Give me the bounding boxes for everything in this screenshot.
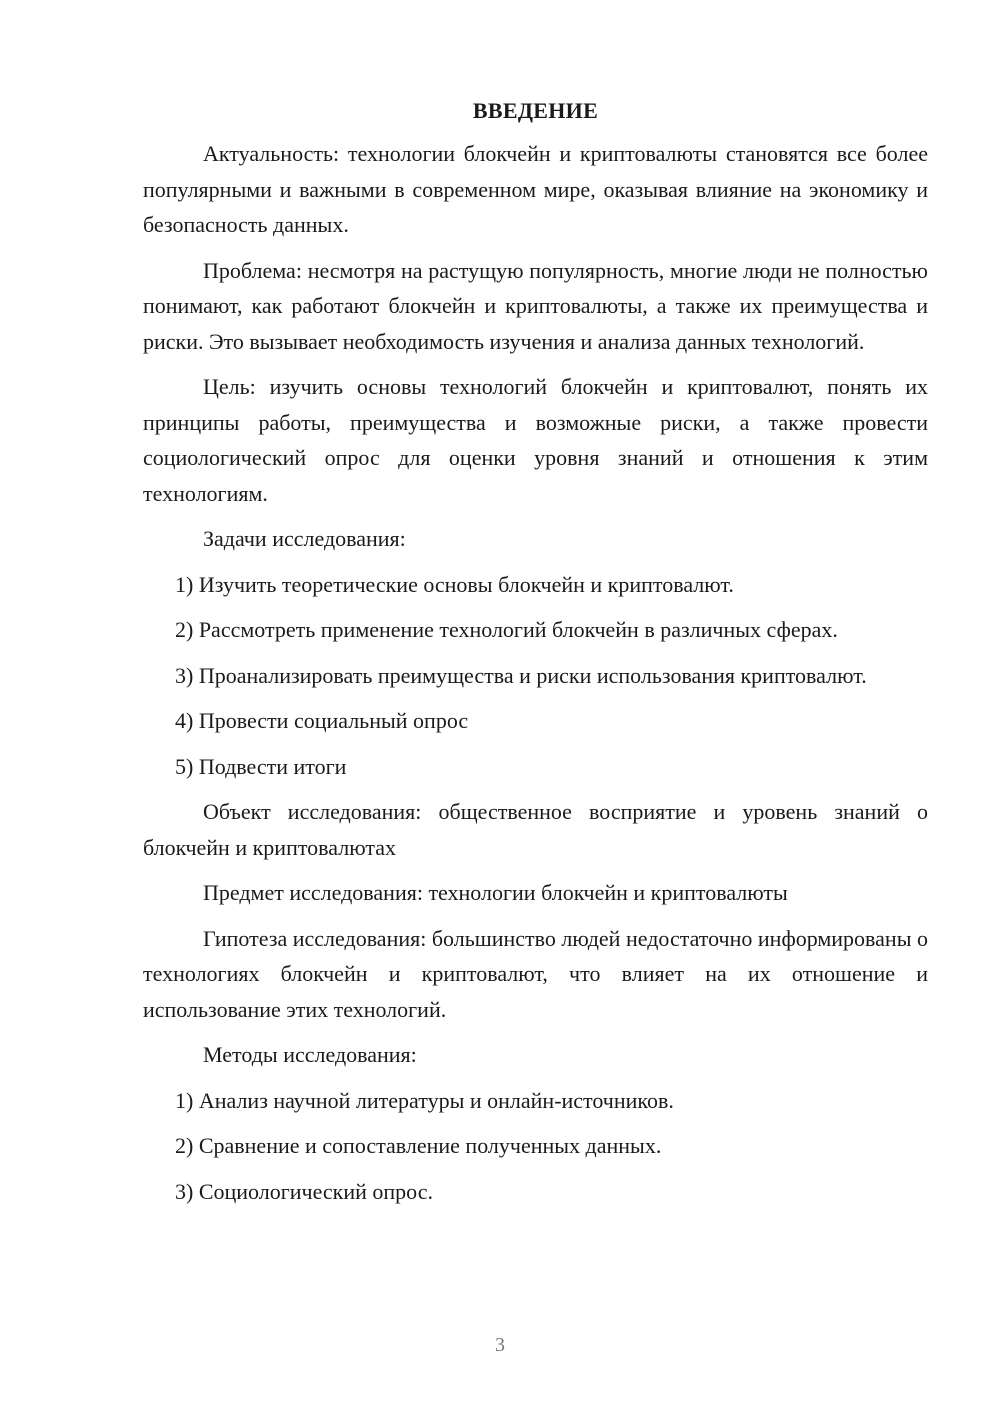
method-item-3: 3) Социологический опрос. — [175, 1178, 433, 1204]
method-item-1: 1) Анализ научной литературы и онлайн-источников. — [175, 1087, 674, 1113]
method-item-2: 2) Сравнение и сопоставление полученных данных. — [175, 1133, 662, 1158]
paragraph-subject: Предмет исследования: технологии блокчейн и криптовалюты — [203, 880, 788, 905]
task-item-1: 1) Изучить теоретические основы блокчейн и криптовалют. — [175, 571, 734, 597]
page-number: 3 — [495, 1334, 505, 1356]
task-item-3: 3) Проанализировать преимущества и риски использования криптовалют. — [175, 662, 867, 688]
task-item-4: 4) Провести социальный опрос — [175, 708, 469, 733]
paragraph-object: Объект исследования: общественное восприятие и уровень знаний о блокчейн и криптовалютах — [143, 799, 928, 860]
task-item-5: 5) Подвести итоги — [175, 753, 347, 779]
task-item-2: 2) Рассмотреть применение технологий блокчейн в различных сферах. — [175, 617, 838, 642]
paragraph-methods-heading: Методы исследования: — [203, 1042, 417, 1067]
section-title: ВВЕДЕНИЕ — [472, 98, 599, 123]
paragraph-relevance: Актуальность: технологии блокчейн и криптовалюты становятся все более популярными и важными в современном мире, оказывая влияние на экономику и безопасность данных. — [143, 141, 928, 237]
paragraph-problem: Проблема: несмотря на растущую популярность, многие люди не полностью понимают, как работают блокчейн и криптовалюты, а также их преимущества и риски. Это вызывает необходимость изучения и анализа данных технологий. — [143, 257, 928, 354]
paragraph-hypothesis: Гипотеза исследования: большинство людей недостаточно информированы о технологиях блокчейн и криптовалют, что влияет на их отношение и использование этих технологий. — [143, 925, 928, 1022]
paragraph-tasks-heading: Задачи исследования: — [203, 526, 406, 551]
paragraph-goal: Цель: изучить основы технологий блокчейн и криптовалют, понять их принципы работы, преимущества и возможные риски, а также провести социологический опрос для оценки уровня знаний и отношения к этим технологиям. — [143, 374, 928, 506]
document-page — [143, 96, 928, 1219]
